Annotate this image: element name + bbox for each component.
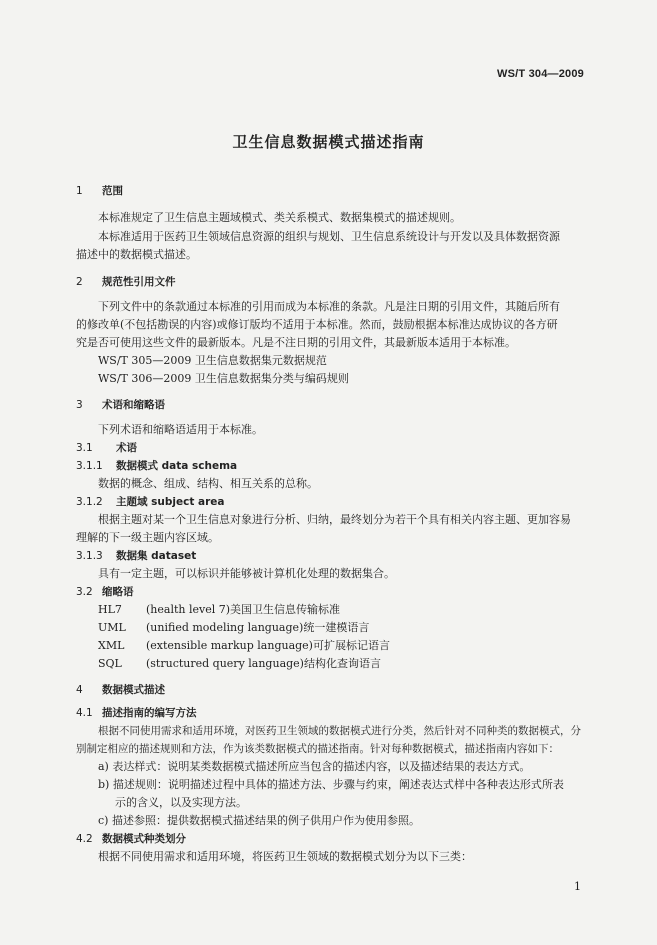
section-3-1-heading: 3.1 术语	[76, 442, 137, 454]
paragraph: 本标准规定了卫生信息主题域模式、类关系模式、数据集模式的描述规则。	[98, 211, 461, 224]
paragraph: 下列文件中的条款通过本标准的引用而成为本标准的条款。凡是注日期的引用文件，其随后所有	[98, 300, 560, 313]
section-1-heading: 1 范围	[76, 185, 123, 197]
standard-code: WS/T 304—2009	[497, 68, 584, 80]
reference-item: WS/T 305—2009 卫生信息数据集元数据规范	[98, 354, 327, 367]
list-item-c: c) 描述参照：提供数据模式描述结果的例子供用户作为使用参照。	[98, 814, 420, 827]
paragraph: 根据不同使用需求和适用环境，对医药卫生领域的数据模式进行分类，然后针对不同种类的数据模式，分	[98, 725, 581, 737]
list-item-b-continued: 示的含义，以及实现方法。	[115, 796, 247, 809]
section-3-2-heading: 3.2 缩略语	[76, 586, 134, 598]
definition: 具有一定主题，可以标识并能够被计算机化处理的数据集合。	[98, 567, 395, 580]
section-3-1-3-heading: 3.1.3 数据集 dataset	[76, 550, 197, 562]
abbreviation-item: XML (extensible markup language)可扩展标记语言	[98, 639, 390, 652]
paragraph: 本标准适用于医药卫生领域信息资源的组织与规划、卫生信息系统设计与开发以及具体数据资源	[98, 230, 560, 243]
section-3-1-1-heading: 3.1.1 数据模式 data schema	[76, 460, 238, 472]
abbreviation-item: SQL (structured query language)结构化查询语言	[98, 657, 381, 670]
definition: 理解的下一级主题内容区域。	[76, 531, 219, 544]
page-number: 1	[574, 880, 581, 893]
paragraph: 别制定相应的描述规则和方法，作为该类数据模式的描述指南。针对每种数据模式，描述指南内容如下：	[76, 743, 559, 755]
definition: 数据的概念、组成、结构、相互关系的总称。	[98, 477, 318, 490]
section-4-heading: 4 数据模式描述	[76, 684, 165, 696]
section-2-heading: 2 规范性引用文件	[76, 276, 176, 288]
abbreviation-item: HL7 (health level 7)美国卫生信息传输标准	[98, 603, 341, 616]
section-4-1-heading: 4.1 描述指南的编写方法	[76, 707, 197, 719]
paragraph: 的修改单(不包括勘误的内容)或修订版均不适用于本标准。然而，鼓励根据本标准达成协议的各方研	[76, 318, 558, 331]
section-4-2-heading: 4.2 数据模式种类划分	[76, 833, 186, 845]
abbreviation-item: UML (unified modeling language)统一建模语言	[98, 621, 370, 634]
paragraph: 下列术语和缩略语适用于本标准。	[98, 423, 263, 436]
document-title: 卫生信息数据模式描述指南	[232, 133, 425, 151]
definition: 根据主题对某一个卫生信息对象进行分析、归纳，最终划分为若干个具有相关内容主题、更加容易	[98, 513, 571, 526]
section-3-heading: 3 术语和缩略语	[76, 399, 165, 411]
list-item-a: a) 表达样式：说明某类数据模式描述所应当包含的描述内容，以及描述结果的表达方式。	[98, 760, 531, 773]
paragraph: 究是否可使用这些文件的最新版本。凡是不注日期的引用文件，其最新版本适用于本标准。	[76, 336, 516, 349]
reference-item: WS/T 306—2009 卫生信息数据集分类与编码规则	[98, 372, 349, 385]
list-item-b: b) 描述规则：说明描述过程中具体的描述方法、步骤与约束，阐述表达式样中各种表达形式所表	[98, 778, 564, 791]
section-3-1-2-heading: 3.1.2 主题域 subject area	[76, 496, 225, 508]
paragraph: 根据不同使用需求和适用环境，将医药卫生领域的数据模式划分为以下三类：	[98, 850, 472, 863]
paragraph: 描述中的数据模式描述。	[76, 248, 197, 261]
